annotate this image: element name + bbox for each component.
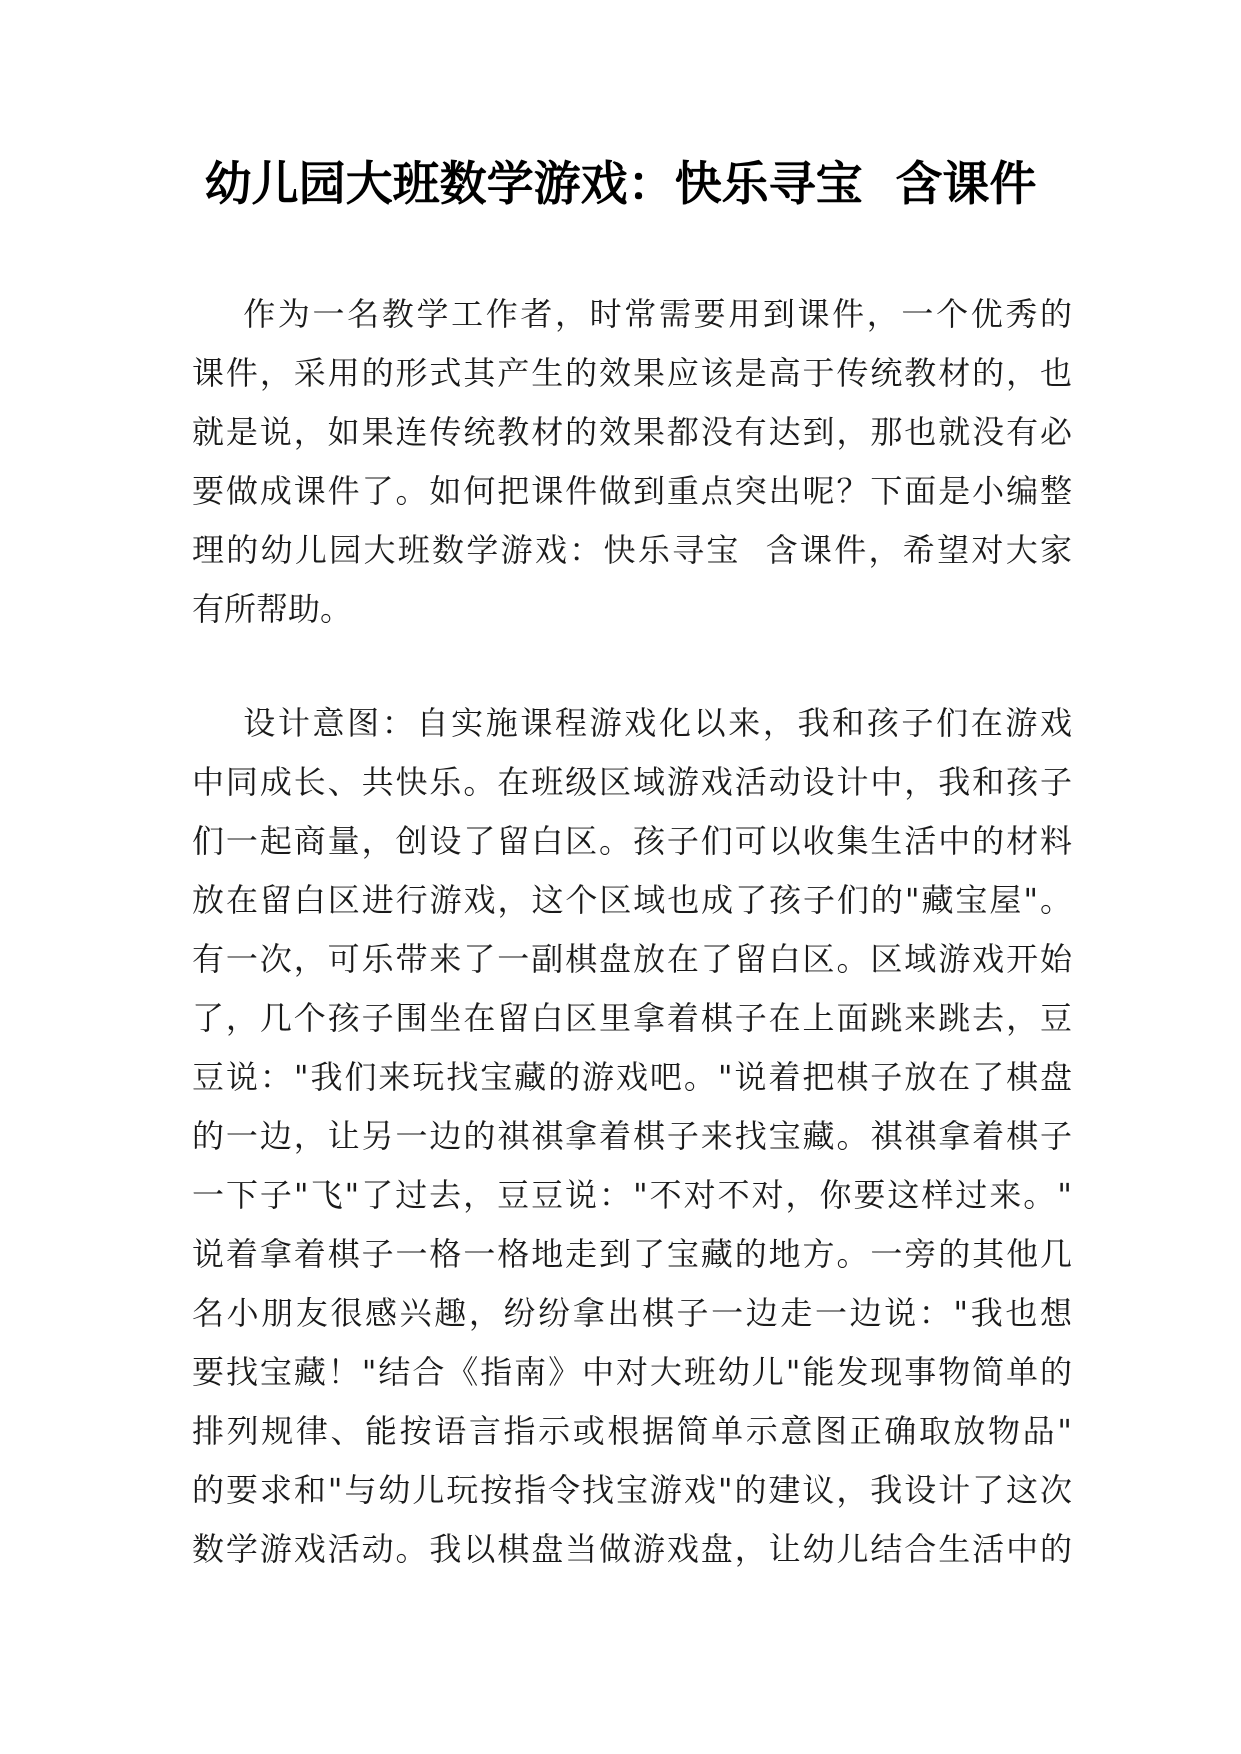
text-line: 的一边，让另一边的祺祺拿着棋子来找宝藏。祺祺拿着棋子 — [192, 1117, 1072, 1155]
text-line: 作为一名教学工作者，时常需要用到课件，一个优秀的 — [192, 295, 1072, 333]
text-line: 有所帮助。 — [192, 590, 353, 628]
text-line: 理的幼儿园大班数学游戏：快乐寻宝 含课件，希望对大家 — [192, 531, 1072, 569]
text-line: 了，几个孩子围坐在留白区里拿着棋子在上面跳来跳去，豆 — [192, 999, 1072, 1037]
text-line: 设计意图：自实施课程游戏化以来，我和孩子们在游戏 — [192, 704, 1072, 742]
text-line: 排列规律、能按语言指示或根据简单示意图正确取放物品" — [192, 1412, 1072, 1450]
text-line: 名小朋友很感兴趣，纷纷拿出棋子一边走一边说："我也想 — [192, 1294, 1072, 1332]
text-line: 中同成长、共快乐。在班级区域游戏活动设计中，我和孩子 — [192, 763, 1072, 801]
design-intent-paragraph — [192, 694, 1072, 1579]
text-line: 说着拿着棋子一格一格地走到了宝藏的地方。一旁的其他几 — [192, 1235, 1072, 1273]
text-line: 要找宝藏！"结合《指南》中对大班幼儿"能发现事物简单的 — [192, 1353, 1072, 1391]
text-line: 就是说，如果连传统教材的效果都没有达到，那也就没有必 — [192, 413, 1072, 451]
text-line: 放在留白区进行游戏，这个区域也成了孩子们的"藏宝屋"。 — [192, 881, 1072, 919]
text-line: 豆说："我们来玩找宝藏的游戏吧。"说着把棋子放在了棋盘 — [192, 1058, 1072, 1096]
text-line: 一下子"飞"了过去，豆豆说："不对不对，你要这样过来。" — [192, 1176, 1072, 1214]
text-line: 要做成课件了。如何把课件做到重点突出呢？下面是小编整 — [192, 472, 1072, 510]
text-line: 的要求和"与幼儿玩按指令找宝游戏"的建议，我设计了这次 — [192, 1471, 1072, 1509]
document-title: 幼儿园大班数学游戏：快乐寻宝 含课件 — [204, 157, 1037, 212]
text-line: 课件，采用的形式其产生的效果应该是高于传统教材的，也 — [192, 354, 1072, 392]
text-line: 有一次，可乐带来了一副棋盘放在了留白区。区域游戏开始 — [192, 940, 1072, 978]
intro-paragraph — [192, 285, 1072, 639]
text-line: 数学游戏活动。我以棋盘当做游戏盘，让幼儿结合生活中的 — [192, 1530, 1072, 1568]
text-line: 们一起商量，创设了留白区。孩子们可以收集生活中的材料 — [192, 822, 1072, 860]
